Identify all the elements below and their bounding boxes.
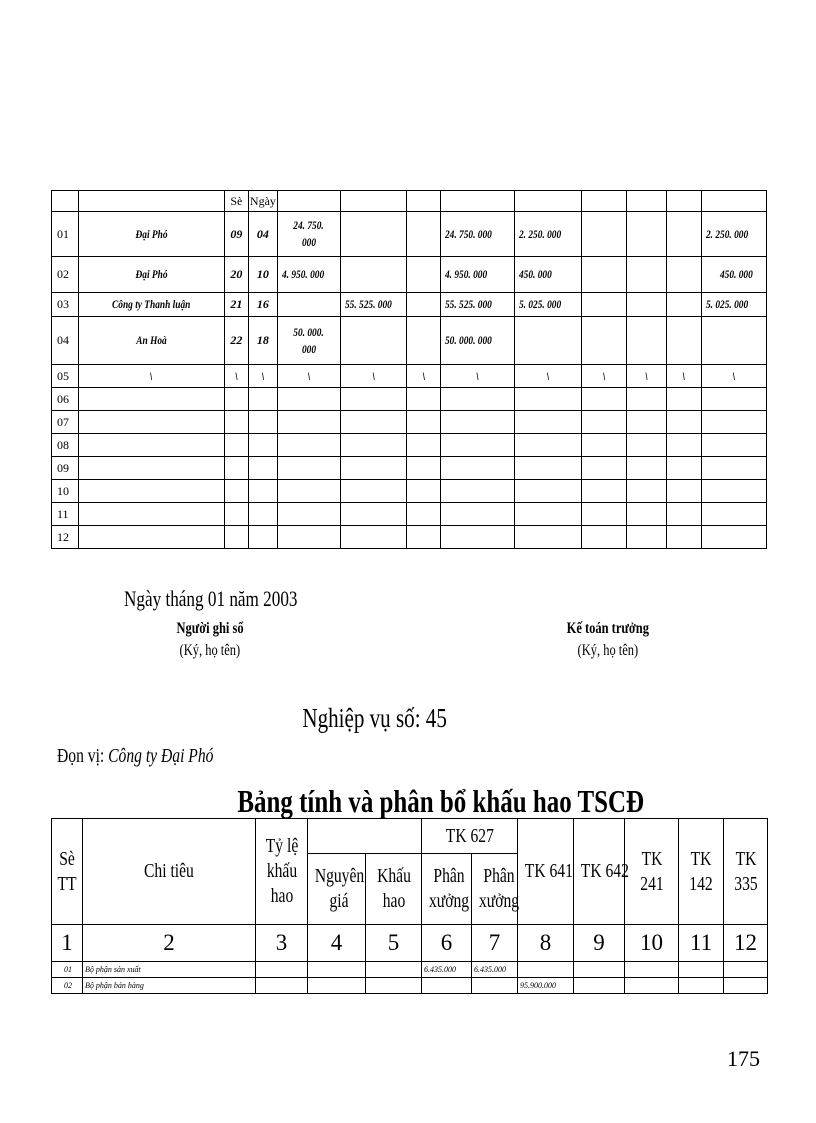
header-row: Sè TT Chi tiêu Tỷ lệ khấu hao TK 627 TK 641 TK 642 TK 241 TK 142 TK 335 bbox=[52, 819, 768, 854]
date-line: Ngày tháng 01 năm 2003 bbox=[124, 586, 298, 611]
table-row: 05 \ \ \ \ \ \ \ \ \ \ \ \ bbox=[52, 365, 767, 388]
recorder-signature: Người ghi sổ (Ký, họ tên) bbox=[176, 620, 244, 659]
page-number: 175 bbox=[727, 1046, 760, 1071]
table-row: 03 Công ty Thanh luận 21 16 55. 525. 000 55. 525. 000 5. 025. 000 5. 025. 000 bbox=[52, 293, 767, 317]
ledger-header-row bbox=[52, 191, 767, 212]
chief-accountant-signature: Kế toán trưởng (Ký, họ tên) bbox=[566, 620, 649, 659]
header-ngay: Ngày bbox=[249, 191, 278, 212]
section-title: Nghiệp vụ số: 45 bbox=[302, 703, 448, 733]
header-row: Nguyên giá Khấu hao Phân xưởng Phân xưởng bbox=[52, 854, 768, 925]
table-row: 09 bbox=[52, 457, 767, 480]
table-row: 12 bbox=[52, 526, 767, 549]
column-number-row: 1 2 3 4 5 6 7 8 9 10 11 12 bbox=[52, 925, 768, 962]
table-row: 10 bbox=[52, 480, 767, 503]
table-row: 08 bbox=[52, 434, 767, 457]
table-row: 06 bbox=[52, 388, 767, 411]
table-row: 02 Bộ phận bán hàng 95.900.000 bbox=[52, 978, 768, 994]
table-row: 11 bbox=[52, 503, 767, 526]
page-title: Bảng tính và phân bổ khấu hao TSCĐ bbox=[237, 783, 645, 819]
header-so: Sè bbox=[224, 191, 249, 212]
depreciation-table bbox=[51, 818, 768, 994]
table-row: 07 bbox=[52, 411, 767, 434]
table-row: 01 Bộ phận sản xuất 6.435.000 6.435.000 bbox=[52, 962, 768, 978]
table-row: 04 An Hoà 22 18 50. 000. 000 50. 000. 000 bbox=[52, 317, 767, 365]
ledger-table bbox=[51, 190, 767, 549]
table-row: 01 Đại Phó 09 04 24. 750. 000 24. 750. 000 2. 250. 000 2. 250. 000 bbox=[52, 212, 767, 257]
unit-line: Đọn vị: Công ty Đại Phó bbox=[57, 745, 214, 767]
table-row: 02 Đại Phó 20 10 4. 950. 000 4. 950. 000 450. 000 450. 000 bbox=[52, 257, 767, 293]
